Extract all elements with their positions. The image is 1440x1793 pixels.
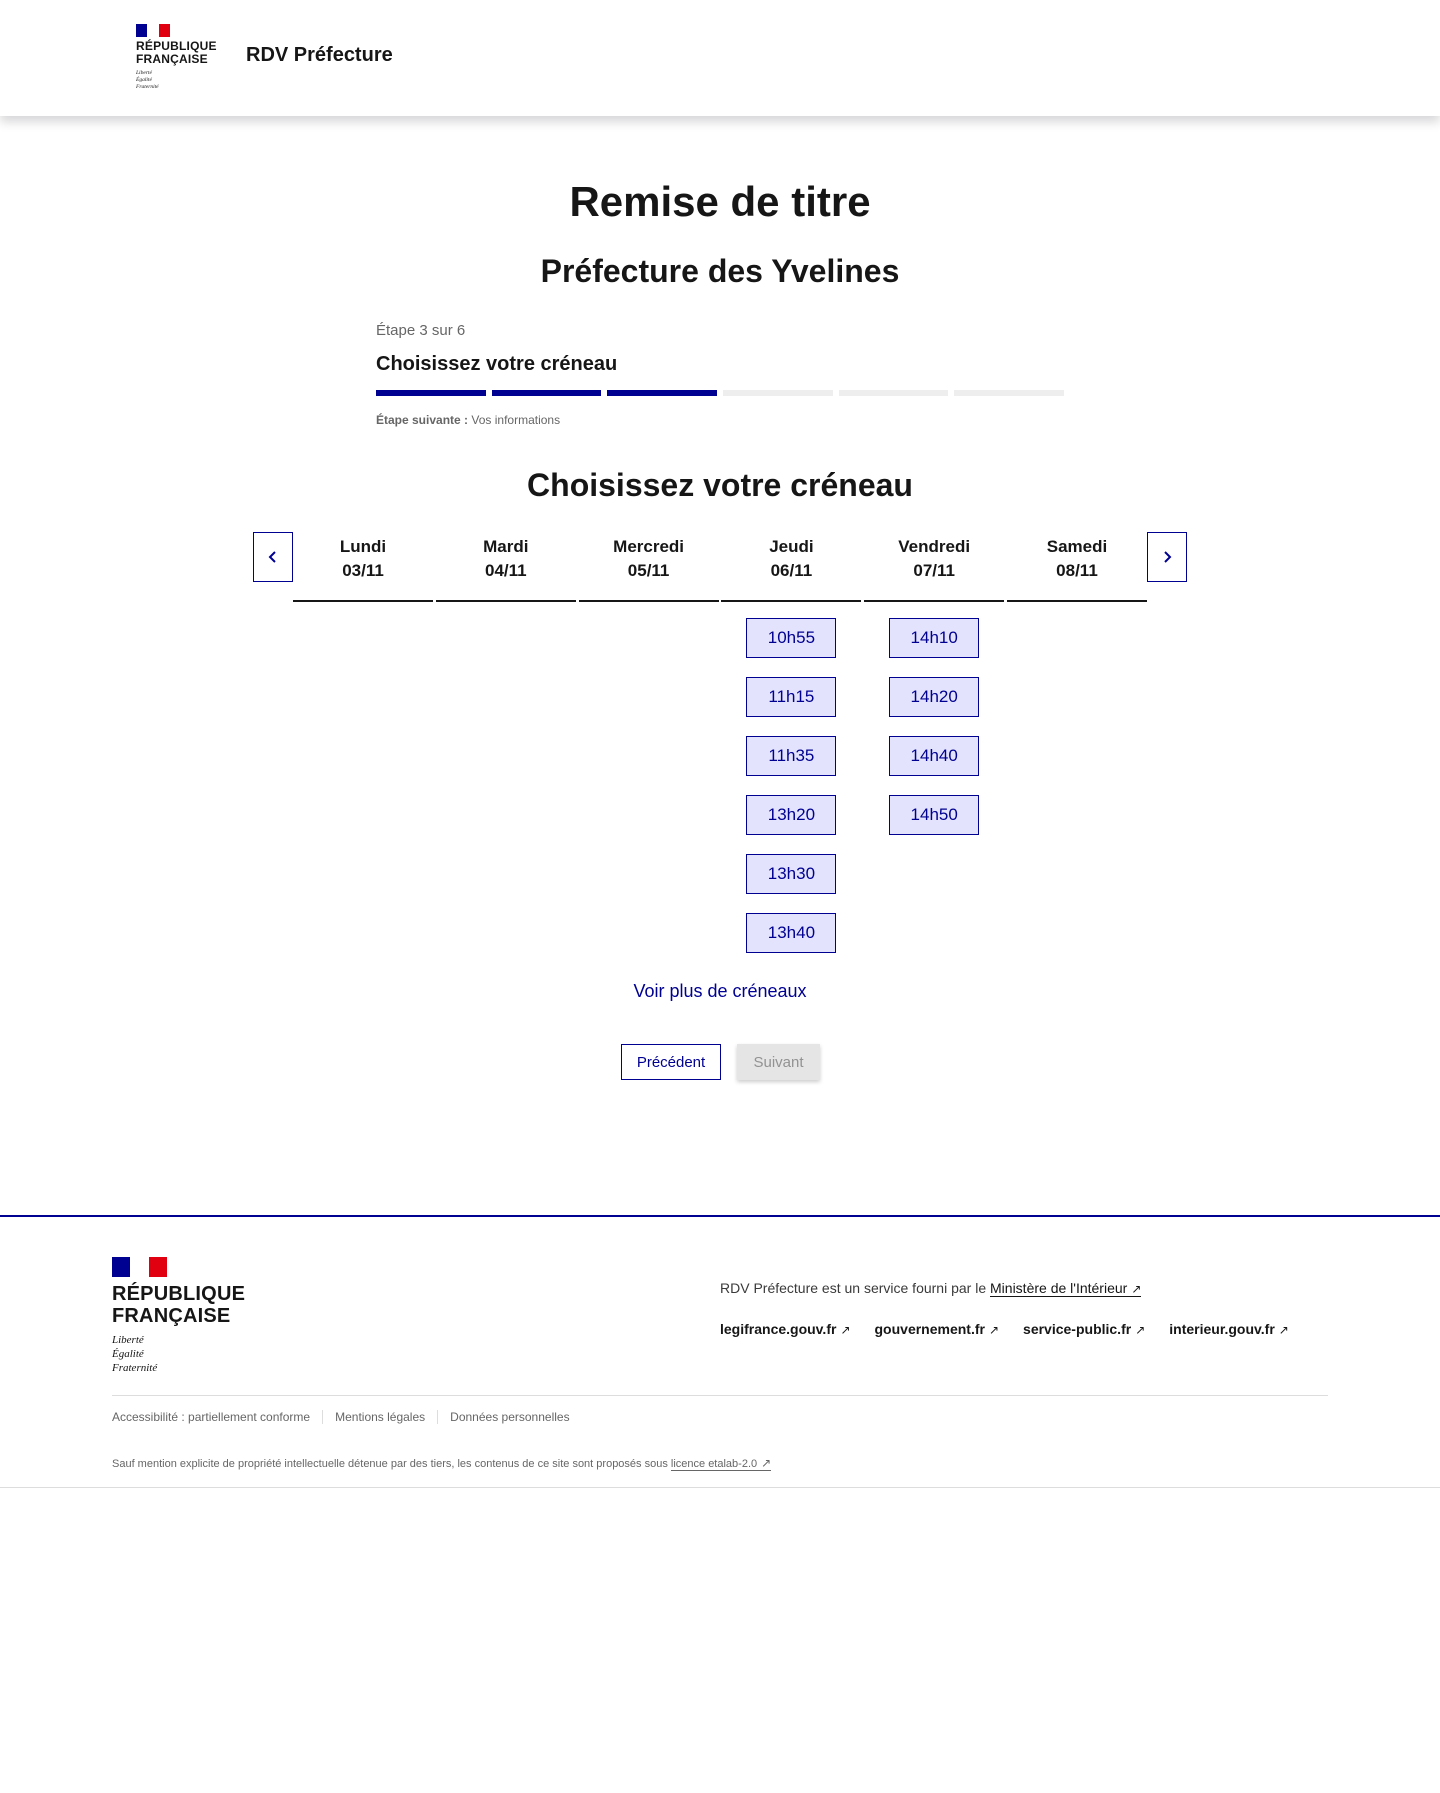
stepper-bar-5 [839,390,949,396]
footer-links [720,1321,1289,1337]
time-slot-button[interactable]: 14h10 [889,618,979,658]
footer-link-label: interieur.gouv.fr [1169,1321,1275,1337]
stepper-progress-bars [376,390,1064,396]
day-name: Samedi [1046,537,1108,556]
footer-motto-line3: Fraternité [112,1362,158,1374]
french-flag-icon [112,1257,167,1277]
day-columns [293,532,1147,972]
slot-list [721,618,861,972]
time-slot-button[interactable]: 13h30 [746,854,836,894]
ministere-link[interactable] [990,1280,1141,1297]
previous-week-button[interactable] [253,532,293,582]
footer-external-link[interactable] [1023,1321,1145,1337]
ministere-link-label: Ministère de l'Intérieur [990,1280,1128,1296]
external-link-icon: ↗ [840,1323,851,1337]
chevron-left-icon [266,550,280,564]
footer-bottom-links [112,1410,582,1424]
next-week-button[interactable] [1147,532,1187,582]
stepper-bar-6 [954,390,1064,396]
footer-link-label: gouvernement.fr [874,1321,985,1337]
footer-bottom-link[interactable]: Données personnelles [437,1410,581,1424]
time-slot-button[interactable]: 13h20 [746,795,836,835]
day-name: Mercredi [613,537,685,556]
license-link-label: licence etalab-2.0 [670,1458,758,1470]
external-link-icon: ↗ [1131,1282,1142,1296]
section-title: Choisissez votre créneau [527,467,913,503]
day-column [579,532,719,972]
day-date: 05/11 [627,561,670,580]
footer-logo-motto [112,1333,245,1375]
day-header [436,532,576,602]
footer-link-label: legifrance.gouv.fr [720,1321,837,1337]
time-slot-button[interactable]: 11h15 [746,677,836,717]
stepper-bar-3 [607,390,717,396]
time-slot-button[interactable]: 14h50 [889,795,979,835]
time-slot-button[interactable]: 13h40 [746,913,836,953]
service-name[interactable]: RDV Préfecture [246,44,393,66]
motto-line2: Égalité [136,77,152,83]
previous-button[interactable]: Précédent [621,1044,721,1080]
logo-motto [136,70,216,91]
time-slot-button[interactable]: 14h20 [889,677,979,717]
page-title: Remise de titre [569,178,871,225]
footer-logo-name-line1: RÉPUBLIQUE [112,1283,246,1305]
time-slot-button[interactable]: 11h35 [746,736,836,776]
stepper-bar-2 [492,390,602,396]
day-name: Vendredi [898,537,971,556]
day-header [579,532,719,602]
day-header [721,532,861,602]
day-column [1007,532,1147,972]
license-link[interactable] [671,1458,771,1471]
footer-bottom-link[interactable]: Accessibilité : partiellement conforme [112,1410,311,1424]
external-link-icon: ↗ [1135,1323,1146,1337]
slot-list [864,618,1004,854]
motto-line1: Liberté [136,70,152,76]
day-date: 08/11 [1056,561,1098,580]
day-name: Mardi [483,537,529,556]
motto-line3: Fraternité [136,84,159,90]
next-button[interactable]: Suivant [737,1044,820,1080]
day-header [864,532,1004,602]
footer-logo[interactable] [112,1257,245,1375]
day-header [1007,532,1147,602]
footer-divider [112,1395,1328,1396]
footer-bottom-link[interactable]: Mentions légales [322,1410,437,1424]
day-name: Jeudi [769,537,814,556]
day-date: 04/11 [484,561,527,580]
footer-external-link[interactable] [875,1321,1000,1337]
day-date: 07/11 [913,561,955,580]
logo-name [136,40,216,66]
stepper-next-label: Étape suivante : [376,413,469,427]
time-slot-button[interactable]: 10h55 [746,618,836,658]
stepper-next-step [376,413,1064,427]
day-name: Lundi [339,537,387,556]
site-header [0,0,1440,116]
footer-motto-line1: Liberté [112,1334,144,1346]
footer-logo-name [112,1283,245,1327]
footer-description-text: RDV Préfecture est un service fourni par le [720,1280,991,1296]
stepper-next-value: Vos informations [471,413,561,427]
footer-logo-name-line2: FRANÇAISE [112,1305,231,1327]
footer-link-label: service-public.fr [1023,1321,1132,1337]
day-header [293,532,433,602]
footer-external-link[interactable] [720,1321,851,1337]
day-column [864,532,1004,972]
site-footer [0,1215,1440,1488]
footer-external-link[interactable] [1169,1321,1289,1337]
stepper [376,322,1064,427]
external-link-icon: ↗ [1278,1323,1289,1337]
day-column [721,532,861,972]
footer-motto-line2: Égalité [112,1348,144,1360]
external-link-icon: ↗ [988,1323,1000,1337]
day-column [436,532,576,972]
republique-francaise-logo[interactable] [136,24,216,91]
form-buttons [621,1044,820,1080]
footer-license [112,1456,771,1470]
time-slot-button[interactable]: 14h40 [889,736,979,776]
french-flag-icon [136,24,170,37]
footer-description [720,1280,1141,1296]
stepper-bar-1 [376,390,486,396]
stepper-title: Choisissez votre créneau [376,353,618,375]
stepper-state: Étape 3 sur 6 [376,322,466,339]
chevron-right-icon [1160,550,1174,564]
stepper-bar-4 [723,390,833,396]
day-date: 06/11 [770,561,813,580]
day-date: 03/11 [342,561,384,580]
logo-name-line1: RÉPUBLIQUE [136,39,217,53]
page-subtitle: Préfecture des Yvelines [540,253,900,289]
day-column [293,532,433,972]
license-text: Sauf mention explicite de propriété intellectuelle détenue par des tiers, les contenus de ce site sont proposés sous [112,1458,671,1470]
more-slots-link[interactable]: Voir plus de créneaux [633,981,807,1001]
external-link-icon: ↗ [761,1456,772,1470]
logo-name-line2: FRANÇAISE [136,52,208,66]
